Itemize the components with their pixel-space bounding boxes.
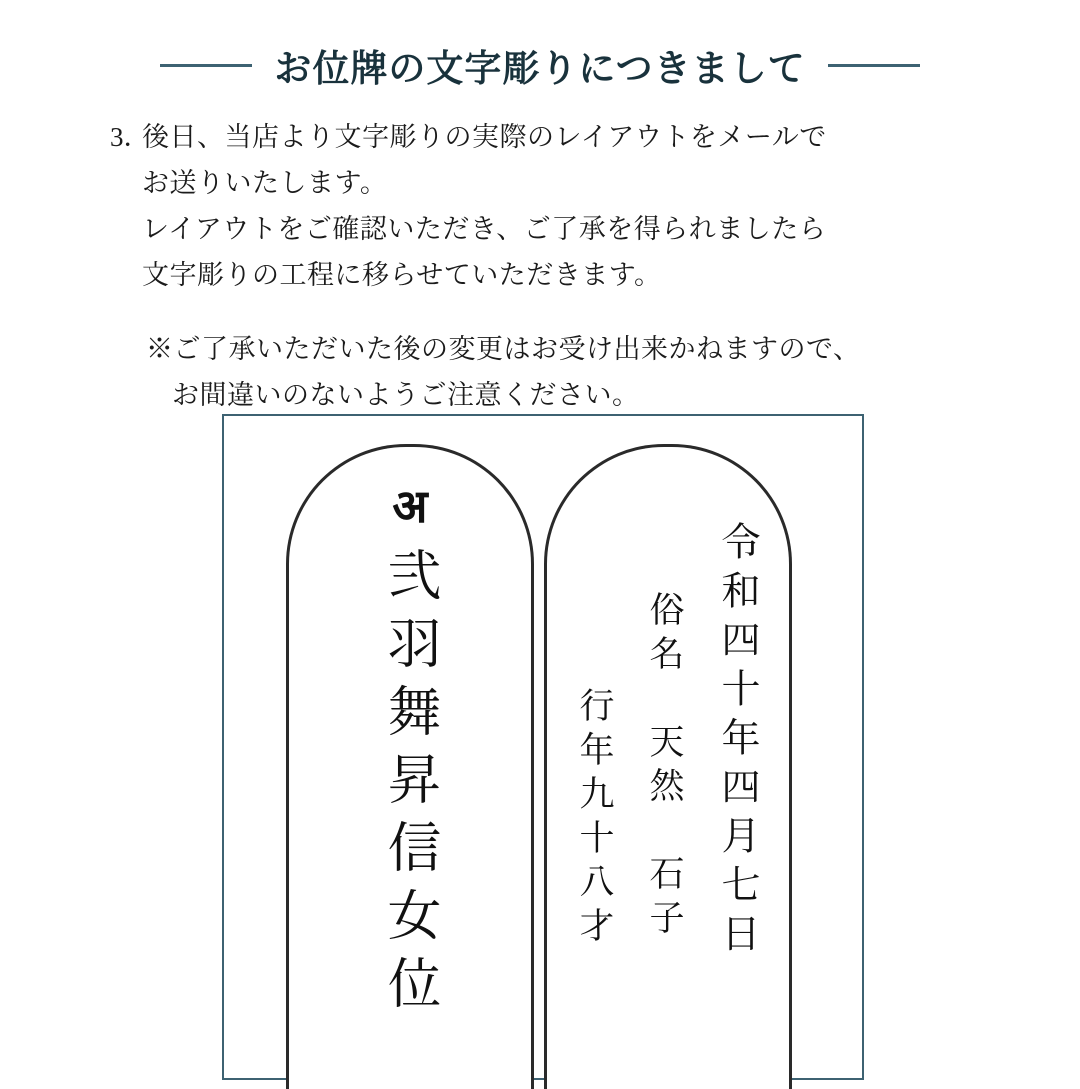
item-number: 3． bbox=[110, 122, 151, 152]
body-line: レイアウトをご確認いただき、ご了承を得られましたら bbox=[142, 214, 827, 244]
item-lines bbox=[142, 114, 1010, 298]
age-text: 行年九十八才 bbox=[575, 687, 614, 951]
page-title: お位牌の文字彫りにつきまして bbox=[274, 49, 806, 90]
sanskrit-seed-glyph: अ bbox=[392, 479, 428, 533]
note-block bbox=[70, 326, 1010, 418]
ihai-illustration bbox=[222, 414, 864, 1080]
body-content bbox=[0, 92, 1080, 418]
body-line: 後日、当店より文字彫りの実際のレイアウトをメールで bbox=[142, 122, 827, 152]
note-line: お間違いのないようご注意ください。 bbox=[172, 380, 640, 410]
body-line: 文字彫りの工程に移らせていただきます。 bbox=[142, 260, 662, 290]
tablet-back bbox=[544, 444, 792, 1089]
tablet-front bbox=[286, 444, 534, 1089]
kaimyo-text: 弐羽舞昇信女位 bbox=[380, 547, 440, 1023]
header-rule-right bbox=[828, 64, 920, 67]
body-line: お送りいたします。 bbox=[142, 168, 388, 198]
death-date-text: 令和四十年四月七日 bbox=[716, 521, 759, 962]
tablet-back-text-wrap bbox=[547, 447, 789, 1089]
tablet-front-text-wrap bbox=[289, 447, 531, 1089]
zokumyo-text: 俗名 天然 石子 bbox=[645, 591, 684, 943]
tablet-group bbox=[224, 416, 862, 1078]
header-rule-left bbox=[160, 64, 252, 67]
numbered-item bbox=[70, 114, 1010, 298]
page-header bbox=[0, 0, 1080, 92]
note-line: ※ご了承いただいた後の変更はお受け出来かねますので、 bbox=[146, 334, 861, 364]
